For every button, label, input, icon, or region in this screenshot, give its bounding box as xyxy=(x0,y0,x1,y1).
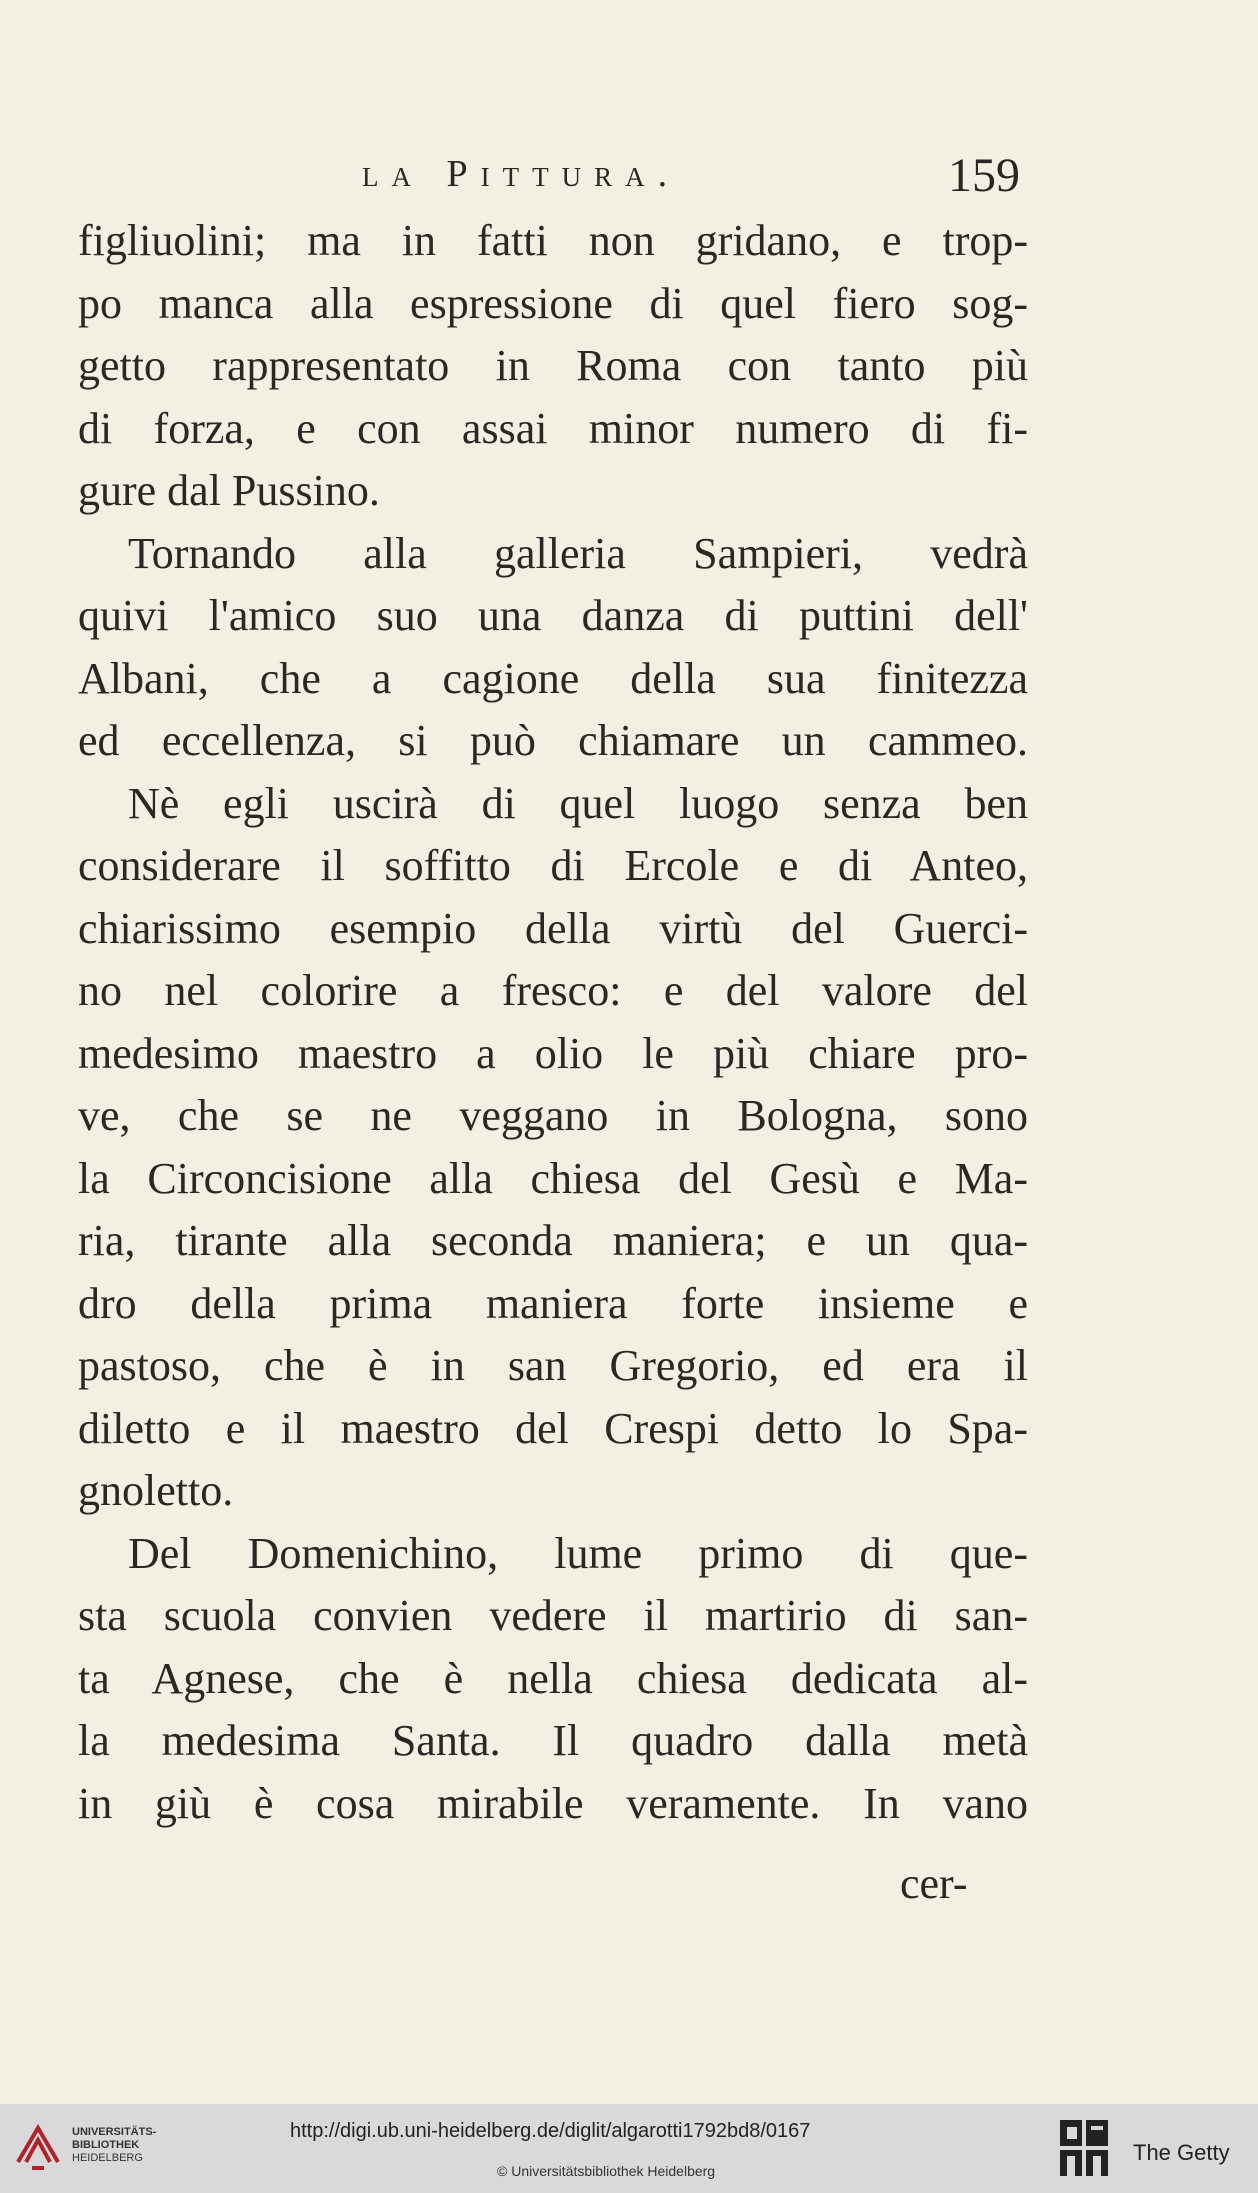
text-line: Del Domenichino, lume primo di que- xyxy=(128,1528,1028,1578)
text-line: Tornando alla galleria Sampieri, vedrà xyxy=(128,528,1028,578)
permalink-url[interactable]: http://digi.ub.uni-heidelberg.de/diglit/algarotti1792bd8/0167 xyxy=(290,2120,811,2142)
text-line: ria, tirante alla seconda maniera; e un qua- xyxy=(78,1216,1028,1265)
sponsor-name: The Getty xyxy=(1133,2140,1230,2165)
library-logo-text: UNIVERSITÄTS- BIBLIOTHEK HEIDELBERG xyxy=(72,2126,157,2164)
text-line: po manca alla espressione di quel fiero sog- xyxy=(78,278,1028,328)
text-line: la Circoncisione alla chiesa del Gesù e Ma- xyxy=(78,1153,1028,1203)
running-title: la Pittura. xyxy=(362,153,681,195)
library-logo-icon xyxy=(12,2122,64,2174)
page-header xyxy=(0,148,1258,208)
text-line: diletto e il maestro del Crespi detto lo Spa- xyxy=(78,1403,1028,1453)
text-line: ve, che se ne veggano in Bologna, sono xyxy=(78,1091,1028,1140)
getty-logo-icon xyxy=(1058,2118,1110,2178)
text-line: considerare il soffitto di Ercole e di Anteo, xyxy=(78,841,1028,890)
text-line: Nè egli uscirà di quel luogo senza ben xyxy=(128,778,1028,828)
copyright-notice: © Universitätsbibliothek Heidelberg xyxy=(497,2163,716,2179)
text-line: gnoletto. xyxy=(78,1466,234,1515)
text-line: sta scuola convien vedere il martirio di san- xyxy=(78,1591,1028,1640)
page-number: 159 xyxy=(948,149,1020,202)
text-line: pastoso, che è in san Gregorio, ed era il xyxy=(78,1341,1028,1390)
text-line: Albani, che a cagione della sua finitezza xyxy=(78,653,1028,703)
text-line: no nel colorire a fresco: e del valore del xyxy=(78,966,1028,1015)
text-line: getto rappresentato in Roma con tanto più xyxy=(78,341,1028,390)
viewer-footer xyxy=(0,2104,1258,2193)
text-line: chiarissimo esempio della virtù del Guerci- xyxy=(78,903,1028,953)
text-line: medesimo maestro a olio le più chiare pro- xyxy=(78,1028,1028,1078)
text-line: ta Agnese, che è nella chiesa dedicata al- xyxy=(78,1653,1028,1703)
body-text xyxy=(78,210,1028,1835)
text-line: gure dal Pussino. xyxy=(78,466,380,515)
text-line: la medesima Santa. Il quadro dalla metà xyxy=(78,1716,1028,1765)
text-line: figliuolini; ma in fatti non gridano, e trop- xyxy=(78,216,1028,265)
university-library-logo[interactable] xyxy=(12,2118,172,2180)
text-line: dro della prima maniera forte insieme e xyxy=(78,1278,1028,1328)
text-line: quivi l'amico suo una danza di puttini dell' xyxy=(78,591,1028,640)
catchword: cer- xyxy=(900,1859,968,1908)
text-line: ed eccellenza, si può chiamare un cammeo. xyxy=(78,716,1028,765)
text-line: di forza, e con assai minor numero di fi- xyxy=(78,403,1028,453)
text-line: in giù è cosa mirabile veramente. In vano xyxy=(78,1778,1028,1828)
